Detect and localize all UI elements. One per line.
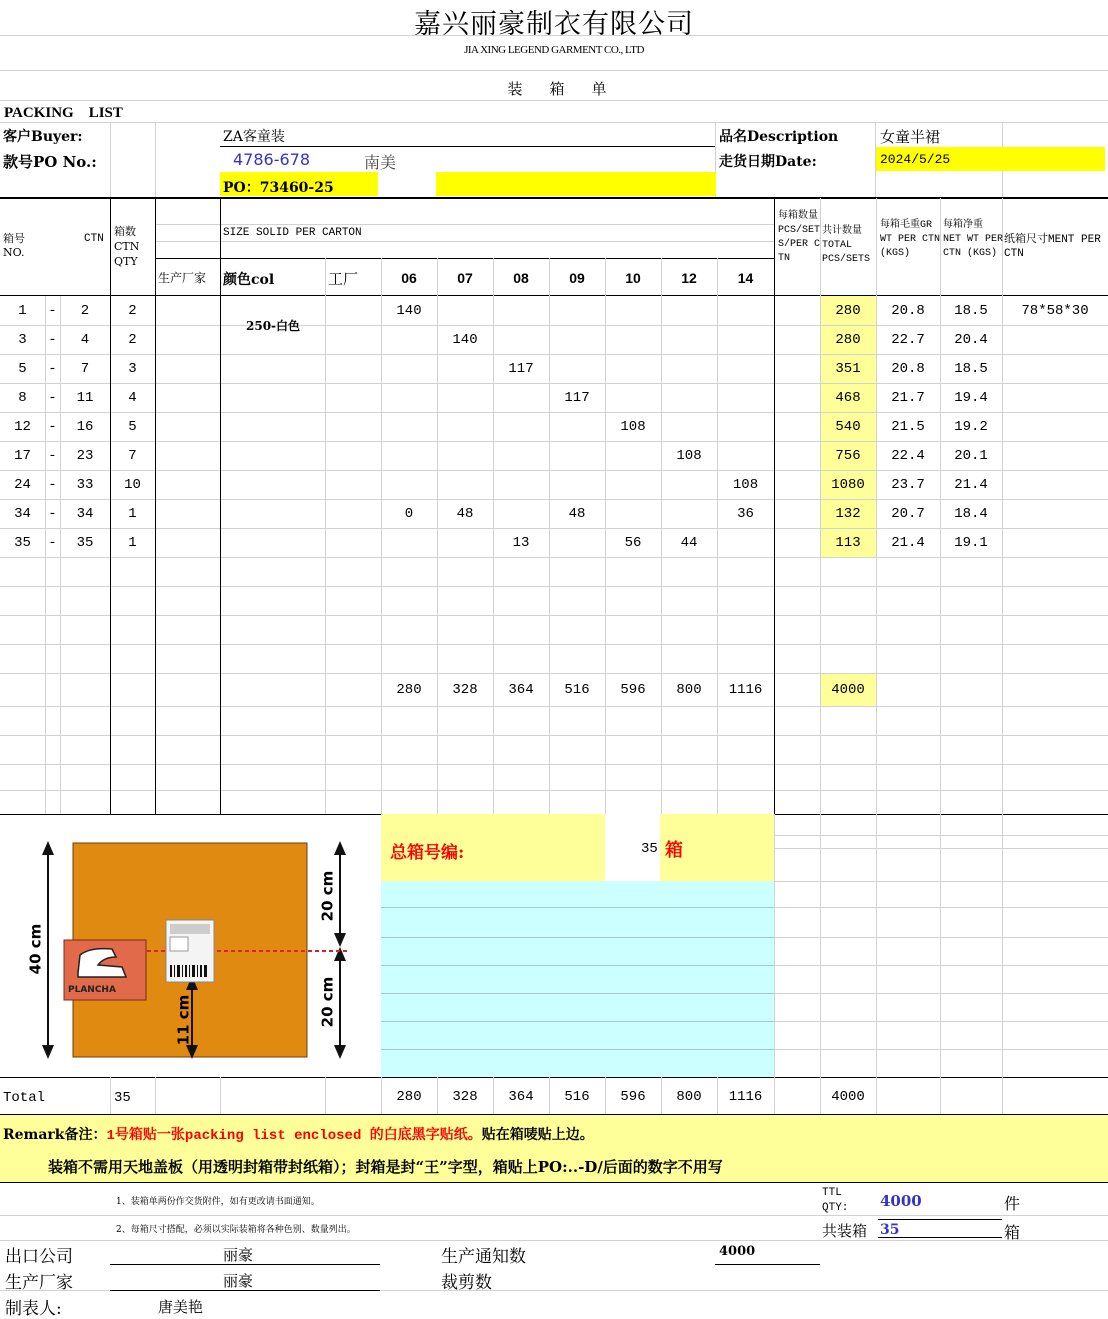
- manufacturer-label: 生产厂家: [5, 1273, 73, 1293]
- size-qty-07: [437, 412, 493, 441]
- carton-size-header: 纸箱尺寸MENT PER CTN: [1004, 234, 1101, 260]
- gross-weight-header: 每箱毛重GR WT PER CTN (KGS): [880, 220, 941, 259]
- size-qty-06: 0: [404, 505, 414, 522]
- carton-from: 12: [14, 418, 31, 435]
- size-qty-08: 117: [508, 360, 534, 377]
- box-total-label: 总箱号编:: [390, 843, 465, 863]
- size-qty-14: [717, 325, 774, 354]
- size-qty-06: [381, 470, 437, 499]
- po-number-label: 款号PO No.:: [3, 153, 97, 171]
- carton-from: 1: [18, 302, 27, 319]
- carton-dimension: [1002, 383, 1108, 412]
- size-qty-12: [661, 499, 717, 528]
- size-qty-14: [717, 296, 774, 325]
- gross-weight: 20.8: [891, 302, 925, 319]
- carton-dash: -: [48, 302, 57, 319]
- size-qty-06: [381, 325, 437, 354]
- net-weight: 18.5: [954, 302, 988, 319]
- label-offset-label: 11 cm: [174, 994, 193, 1046]
- description-value: 女童半裙: [880, 128, 941, 146]
- size-header-07: 07: [457, 269, 473, 286]
- lower-height-label: 20 cm: [318, 976, 337, 1028]
- carton-to: 33: [76, 476, 94, 493]
- preparer-label: 制表人:: [5, 1299, 62, 1319]
- carton-from: 17: [14, 447, 31, 464]
- carton-dimension: [1002, 412, 1108, 441]
- note-2: 2、每箱尺寸搭配，必须以实际装箱将各种色别、数量列出。: [116, 1225, 356, 1235]
- carton-no-header: 箱号 NO.: [3, 232, 25, 259]
- total-label: Total: [3, 1090, 46, 1106]
- po-value: PO：73460-25: [223, 180, 334, 196]
- size-qty-12: [661, 354, 717, 383]
- remark-line-2: 装箱不需用天地盖板（用透明封箱带封纸箱）；封箱是封“王”字型，箱贴上PO:..-D/后面的数字不用写: [48, 1158, 723, 1176]
- size-qty-14: [717, 528, 774, 557]
- carton-from: 3: [18, 331, 27, 348]
- total-14: 1116: [728, 1089, 763, 1105]
- carton-count: 3: [128, 360, 137, 377]
- row-total: 280: [835, 302, 861, 319]
- size-qty-09: [549, 441, 605, 470]
- carton-from: 24: [14, 476, 31, 493]
- carton-dimension: [1002, 470, 1108, 499]
- carton-count: 7: [128, 447, 137, 464]
- net-weight: 19.2: [954, 418, 988, 435]
- size-qty-08: [493, 325, 549, 354]
- size-qty-08: [493, 296, 549, 325]
- total-boxes-value: 35: [880, 1222, 900, 1238]
- ttl-qty-unit: 件: [1004, 1194, 1021, 1213]
- size-qty-06: [381, 412, 437, 441]
- production-notice-value: 4000: [719, 1244, 756, 1259]
- carton-count: 5: [128, 418, 137, 435]
- size-qty-10: [605, 325, 661, 354]
- size-qty-12: 44: [680, 534, 698, 551]
- net-weight: 19.1: [954, 534, 988, 551]
- total-07: 328: [452, 1089, 478, 1105]
- carton-diagram: [20, 825, 360, 1075]
- net-weight: 20.1: [954, 447, 988, 464]
- ship-date-value: 2024/5/25: [880, 152, 951, 167]
- size-header-10: 10: [625, 269, 641, 286]
- size-qty-08: [493, 383, 549, 412]
- carton-from: 8: [18, 389, 27, 406]
- carton-dash: -: [48, 418, 57, 435]
- size-qty-14: [717, 412, 774, 441]
- subtotal-14: 1116: [728, 681, 763, 698]
- total-12: 800: [676, 1089, 702, 1105]
- size-qty-07: [437, 383, 493, 412]
- subtotal-06: 280: [396, 681, 422, 698]
- total-06: 280: [396, 1089, 422, 1105]
- size-qty-14: 108: [732, 476, 759, 493]
- gross-weight: 21.5: [891, 418, 925, 435]
- net-weight: 19.4: [954, 389, 988, 406]
- net-weight: 21.4: [954, 476, 988, 493]
- factory-header: 工厂: [328, 270, 359, 288]
- net-weight: 18.5: [954, 360, 988, 377]
- size-qty-09: [549, 528, 605, 557]
- carton-dash: -: [48, 534, 57, 551]
- subtotal-09: 516: [564, 681, 590, 698]
- size-header-12: 12: [681, 269, 697, 286]
- document-title-en: PACKING LIST: [4, 105, 123, 121]
- factory-maker-header: 生产厂家: [158, 271, 207, 285]
- size-qty-09: 48: [568, 505, 586, 522]
- carton-to: 16: [76, 418, 94, 435]
- size-qty-06: 140: [396, 302, 422, 319]
- size-qty-06: [381, 354, 437, 383]
- size-qty-08: [493, 499, 549, 528]
- box-total-value: 35: [641, 841, 658, 857]
- size-qty-12: [661, 296, 717, 325]
- carton-dash: -: [48, 505, 57, 522]
- carton-to: 2: [80, 302, 90, 319]
- row-total: 351: [835, 360, 861, 377]
- size-qty-07: [437, 441, 493, 470]
- carton-from: 34: [14, 505, 31, 522]
- document-title-cn: 装 箱 单: [507, 80, 613, 98]
- size-header-09: 09: [569, 269, 585, 286]
- size-qty-07: 140: [452, 331, 478, 348]
- size-qty-14: [717, 383, 774, 412]
- size-header-14: 14: [737, 269, 754, 286]
- size-qty-10: 108: [620, 418, 646, 435]
- height-label: 40 cm: [26, 923, 45, 975]
- size-qty-10: [605, 296, 661, 325]
- size-qty-14: [717, 441, 774, 470]
- ship-date-label: 走货日期Date:: [719, 154, 817, 170]
- size-qty-10: [605, 383, 661, 412]
- carton-dimension: [1002, 325, 1108, 354]
- row-total: 540: [835, 418, 861, 435]
- description-label: 品名Description: [719, 129, 839, 145]
- size-qty-12: [661, 383, 717, 412]
- carton-dimension: [1002, 528, 1108, 557]
- size-qty-07: 48: [456, 505, 474, 522]
- size-qty-09: [549, 354, 605, 383]
- carton-to: 7: [80, 360, 90, 377]
- preparer-value: 唐美艳: [158, 1298, 204, 1316]
- gross-weight: 21.7: [891, 389, 925, 406]
- buyer-label: 客户Buyer:: [3, 129, 83, 145]
- total-09: 516: [564, 1089, 590, 1105]
- size-qty-06: [381, 528, 437, 557]
- size-qty-08: 13: [512, 534, 530, 551]
- size-qty-07: [437, 354, 493, 383]
- row-total: 756: [835, 447, 861, 464]
- gross-weight: 20.7: [891, 505, 925, 522]
- production-notice-label: 生产通知数: [441, 1247, 526, 1267]
- size-qty-10: [605, 354, 661, 383]
- size-qty-12: [661, 412, 717, 441]
- company-name-en: JIA XING LEGEND GARMENT CO., LTD: [464, 44, 644, 56]
- size-qty-09: [549, 470, 605, 499]
- po-number-value: 4786-678: [233, 150, 311, 169]
- row-total: 468: [835, 389, 861, 406]
- carton-to: 34: [76, 505, 94, 522]
- ctn-header: CTN: [84, 233, 104, 245]
- carton-dash: -: [48, 389, 57, 406]
- gross-weight: 23.7: [891, 476, 925, 493]
- carton-to: 11: [76, 389, 94, 406]
- total-08: 364: [508, 1089, 534, 1105]
- size-solid-header: SIZE SOLID PER CARTON: [223, 227, 362, 239]
- size-qty-14: 36: [737, 505, 754, 522]
- size-qty-08: [493, 412, 549, 441]
- carton-count: 2: [128, 302, 137, 319]
- gross-weight: 22.7: [891, 331, 925, 348]
- size-qty-08: [493, 441, 549, 470]
- carton-to: 4: [80, 331, 90, 348]
- upper-height-label: 20 cm: [318, 870, 337, 922]
- size-qty-09: [549, 296, 605, 325]
- remark-line-1: Remark备注：1号箱贴一张packing list enclosed 的白底黑字贴纸。贴在箱唛贴上边。: [3, 1127, 594, 1144]
- plancha-text: PLANCHA: [68, 985, 116, 995]
- carton-dimension: [1002, 354, 1108, 383]
- carton-dash: -: [48, 331, 57, 348]
- size-qty-10: [605, 499, 661, 528]
- carton-count: 1: [128, 505, 137, 522]
- grand-total: 4000: [831, 1089, 865, 1105]
- size-qty-06: [381, 441, 437, 470]
- net-weight-header: 每箱净重 NET WT PER CTN (KGS): [943, 220, 1004, 259]
- net-weight: 20.4: [954, 331, 988, 348]
- size-qty-12: 108: [676, 447, 702, 464]
- size-qty-07: [437, 528, 493, 557]
- manufacturer-value: 丽豪: [223, 1272, 254, 1290]
- ttl-qty-label: TTL QTY:: [822, 1187, 849, 1214]
- note-1: 1、装箱单两份作交货附件，如有更改请书面通知。: [116, 1197, 320, 1207]
- carton-count: 10: [124, 476, 141, 493]
- company-name-cn: 嘉兴丽豪制衣有限公司: [414, 9, 694, 39]
- carton-from: 35: [14, 534, 31, 551]
- size-qty-09: 117: [564, 389, 590, 406]
- color-value: 250-白色: [246, 319, 301, 333]
- subtotal-12: 800: [676, 681, 702, 698]
- carton-count: 2: [128, 331, 137, 348]
- row-total: 280: [835, 331, 861, 348]
- ttl-qty-value: 4000: [880, 1192, 922, 1210]
- buyer-value: ZA客童装: [223, 129, 285, 145]
- size-qty-09: [549, 325, 605, 354]
- carton-count: 1: [128, 534, 137, 551]
- size-qty-12: [661, 325, 717, 354]
- carton-dimension: 78*58*30: [1021, 302, 1089, 319]
- po-extra-cell: [436, 172, 716, 196]
- size-qty-07: [437, 296, 493, 325]
- carton-dimension: [1002, 499, 1108, 528]
- subtotal-07: 328: [452, 681, 478, 698]
- export-company-value: 丽豪: [223, 1246, 254, 1264]
- row-total: 132: [835, 505, 861, 522]
- carton-dash: -: [48, 360, 57, 377]
- size-qty-08: [493, 470, 549, 499]
- cutting-qty-label: 裁剪数: [441, 1273, 492, 1293]
- row-total: 113: [835, 534, 861, 551]
- carton-dash: -: [48, 447, 57, 464]
- subtotal-10: 596: [620, 681, 646, 698]
- size-qty-10: [605, 441, 661, 470]
- carton-from: 5: [18, 360, 27, 377]
- net-weight: 18.4: [954, 505, 988, 522]
- box-total-unit: 箱: [665, 840, 683, 861]
- size-header-06: 06: [401, 269, 417, 286]
- size-qty-12: [661, 470, 717, 499]
- size-qty-07: [437, 470, 493, 499]
- color-header: 颜色col: [223, 272, 275, 288]
- carton-count: 4: [128, 389, 137, 406]
- gross-weight: 21.4: [891, 534, 925, 551]
- gross-weight: 22.4: [891, 447, 925, 464]
- carton-dash: -: [48, 476, 57, 493]
- carton-dimension: [1002, 441, 1108, 470]
- shipping-notes-area: [381, 881, 774, 1077]
- row-total: 1080: [831, 476, 865, 493]
- size-qty-09: [549, 412, 605, 441]
- total-qty-header: 共计数量 TOTAL PCS/SETS: [822, 226, 871, 265]
- total-ctn: 35: [114, 1090, 131, 1106]
- subtotal-08: 364: [508, 681, 534, 698]
- size-qty-10: [605, 470, 661, 499]
- carton-to: 35: [76, 534, 94, 551]
- ctn-qty-header: 箱数 CTN QTY: [114, 225, 140, 268]
- total-10: 596: [620, 1089, 646, 1105]
- size-header-08: 08: [513, 269, 529, 286]
- total-boxes-label: 共装箱: [822, 1222, 868, 1240]
- total-boxes-unit: 箱: [1004, 1223, 1021, 1242]
- gross-weight: 20.8: [891, 360, 925, 377]
- subtotal-total: 4000: [831, 681, 865, 698]
- carton-to: 23: [76, 447, 94, 464]
- export-company-label: 出口公司: [5, 1247, 73, 1267]
- size-qty-06: [381, 383, 437, 412]
- size-qty-14: [717, 354, 774, 383]
- region-value: 南美: [364, 153, 397, 172]
- size-qty-10: 56: [624, 534, 642, 551]
- per-box-qty-header: 每箱数量 PCS/SETS/PER CTN: [778, 211, 821, 264]
